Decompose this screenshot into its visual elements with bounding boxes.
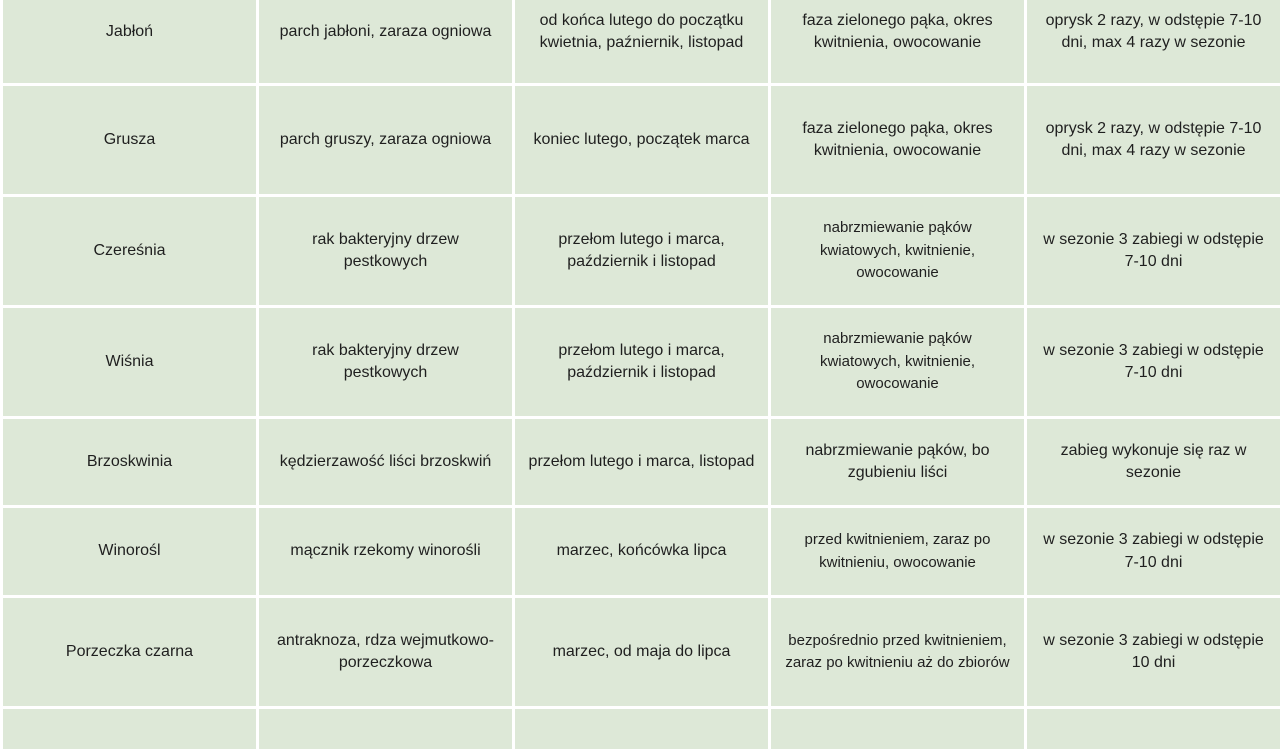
plant-cell bbox=[3, 709, 256, 749]
timing-cell: przełom lutego i marca, październik i listopad bbox=[515, 308, 768, 416]
phase-cell bbox=[771, 709, 1024, 749]
phase-cell: faza zielonego pąka, okres kwitnienia, owocowanie bbox=[771, 86, 1024, 194]
plant-cell: Winorośl bbox=[3, 508, 256, 595]
plant-cell: Porzeczka czarna bbox=[3, 598, 256, 706]
plant-cell: Grusza bbox=[3, 86, 256, 194]
plant-cell: Czereśnia bbox=[3, 197, 256, 305]
phase-cell: faza zielonego pąka, okres kwitnienia, owocowanie bbox=[771, 0, 1024, 83]
disease-cell: rak bakteryjny drzew pestkowych bbox=[259, 308, 512, 416]
table-row bbox=[3, 709, 1280, 749]
plant-cell: Wiśnia bbox=[3, 308, 256, 416]
disease-cell: mącznik rzekomy winorośli bbox=[259, 508, 512, 595]
disease-cell: rak bakteryjny drzew pestkowych bbox=[259, 197, 512, 305]
frequency-cell: zabieg wykonuje się raz w sezonie bbox=[1027, 419, 1280, 505]
table-row bbox=[3, 598, 1280, 706]
frequency-cell: oprysk 2 razy, w odstępie 7-10 dni, max 4 razy w sezonie bbox=[1027, 0, 1280, 83]
timing-cell bbox=[515, 709, 768, 749]
table-row bbox=[3, 419, 1280, 505]
phase-cell: nabrzmiewanie pąków kwiatowych, kwitnienie, owocowanie bbox=[771, 308, 1024, 416]
phase-cell: nabrzmiewanie pąków, bo zgubieniu liści bbox=[771, 419, 1024, 505]
table-row bbox=[3, 197, 1280, 305]
disease-cell: parch jabłoni, zaraza ogniowa bbox=[259, 0, 512, 83]
phase-cell: nabrzmiewanie pąków kwiatowych, kwitnienie, owocowanie bbox=[771, 197, 1024, 305]
table-row bbox=[3, 0, 1280, 83]
table-row bbox=[3, 86, 1280, 194]
frequency-cell bbox=[1027, 709, 1280, 749]
frequency-cell: w sezonie 3 zabiegi w odstępie 7-10 dni bbox=[1027, 308, 1280, 416]
disease-cell: parch gruszy, zaraza ogniowa bbox=[259, 86, 512, 194]
plant-cell: Jabłoń bbox=[3, 0, 256, 83]
disease-cell: antraknoza, rdza wejmutkowo-porzeczkowa bbox=[259, 598, 512, 706]
phase-cell: bezpośrednio przed kwitnieniem, zaraz po kwitnieniu aż do zbiorów bbox=[771, 598, 1024, 706]
timing-cell: przełom lutego i marca, listopad bbox=[515, 419, 768, 505]
timing-cell: marzec, końcówka lipca bbox=[515, 508, 768, 595]
plant-cell: Brzoskwinia bbox=[3, 419, 256, 505]
phase-cell: przed kwitnieniem, zaraz po kwitnieniu, owocowanie bbox=[771, 508, 1024, 595]
timing-cell: od końca lutego do początku kwietnia, paźniernik, listopad bbox=[515, 0, 768, 83]
disease-cell: kędzierzawość liści brzoskwiń bbox=[259, 419, 512, 505]
timing-cell: marzec, od maja do lipca bbox=[515, 598, 768, 706]
table-row bbox=[3, 308, 1280, 416]
frequency-cell: w sezonie 3 zabiegi w odstępie 7-10 dni bbox=[1027, 197, 1280, 305]
frequency-cell: w sezonie 3 zabiegi w odstępie 7-10 dni bbox=[1027, 508, 1280, 595]
frequency-cell: oprysk 2 razy, w odstępie 7-10 dni, max 4 razy w sezonie bbox=[1027, 86, 1280, 194]
timing-cell: koniec lutego, początek marca bbox=[515, 86, 768, 194]
disease-cell bbox=[259, 709, 512, 749]
timing-cell: przełom lutego i marca, październik i listopad bbox=[515, 197, 768, 305]
frequency-cell: w sezonie 3 zabiegi w odstępie 10 dni bbox=[1027, 598, 1280, 706]
table-row bbox=[3, 508, 1280, 595]
